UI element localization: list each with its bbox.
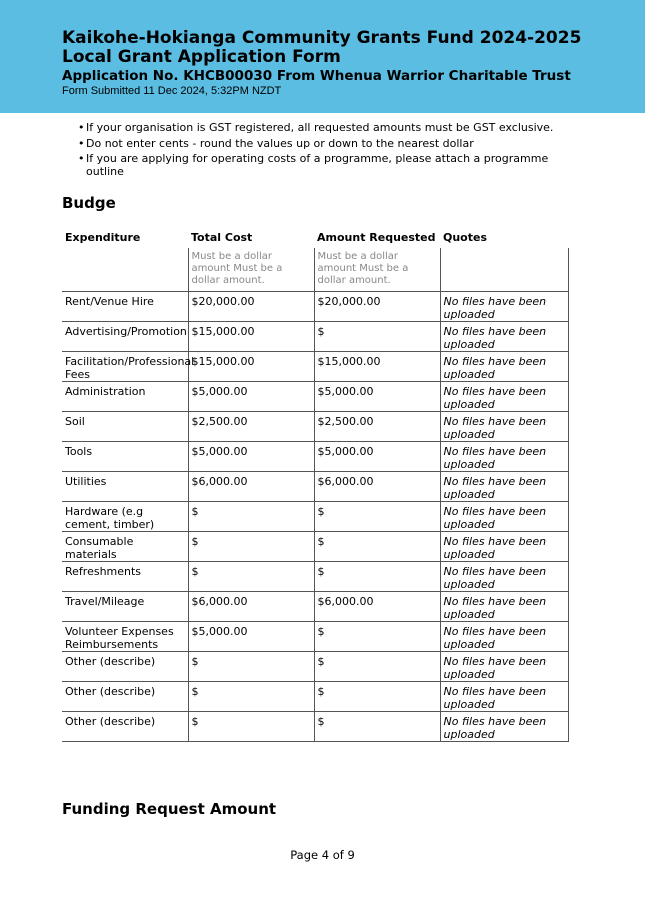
list-item: • If you are applying for operating costs of a programme, please attach a programme outline (78, 152, 549, 178)
table-row (62, 561, 568, 591)
amount-requested-cell: $ (314, 621, 440, 651)
amount-requested-cell: $ (314, 561, 440, 591)
quotes-cell: No files have been uploaded (440, 561, 568, 591)
column-header-expenditure: Expenditure (65, 231, 141, 244)
total-cost-cell: $5,000.00 (188, 381, 314, 411)
application-number: Application No. KHCB00030 From Whenua Warrior Charitable Trust (62, 68, 571, 84)
total-cost-hint: Must be a dollar amount Must be a dollar amount. (188, 248, 314, 291)
total-cost-cell: $5,000.00 (188, 441, 314, 471)
expenditure-cell: Volunteer Expenses Reimbursements (62, 621, 188, 651)
quotes-cell: No files have been uploaded (440, 681, 568, 711)
expenditure-cell: Administration (62, 381, 188, 411)
quotes-cell: No files have been uploaded (440, 381, 568, 411)
table-row (62, 441, 568, 471)
quotes-cell: No files have been uploaded (440, 591, 568, 621)
total-cost-cell: $ (188, 651, 314, 681)
expenditure-cell: Utilities (62, 471, 188, 501)
quotes-cell: No files have been uploaded (440, 531, 568, 561)
page-number: Page 4 of 9 (290, 848, 355, 862)
quotes-cell: No files have been uploaded (440, 651, 568, 681)
amount-requested-hint: Must be a dollar amount Must be a dollar amount. (314, 248, 440, 291)
amount-requested-cell: $6,000.00 (314, 591, 440, 621)
quotes-cell: No files have been uploaded (440, 711, 568, 741)
total-cost-cell: $ (188, 531, 314, 561)
total-cost-cell: $6,000.00 (188, 471, 314, 501)
expenditure-cell: Advertising/Promotion (62, 321, 188, 351)
total-cost-cell: $5,000.00 (188, 621, 314, 651)
total-cost-cell: $ (188, 561, 314, 591)
expenditure-cell: Rent/Venue Hire (62, 291, 188, 321)
submitted-date: Form Submitted 11 Dec 2024, 5:32PM NZDT (62, 85, 282, 97)
form-title: Local Grant Application Form (62, 47, 341, 67)
quotes-cell: No files have been uploaded (440, 411, 568, 441)
budget-table (62, 229, 569, 742)
fund-title: Kaikohe-Hokianga Community Grants Fund 2024-2025 (62, 28, 582, 48)
hint-row (62, 248, 568, 291)
amount-requested-cell: $5,000.00 (314, 441, 440, 471)
amount-requested-cell: $ (314, 711, 440, 741)
table-row (62, 501, 568, 531)
expenditure-cell: Consumable materials (62, 531, 188, 561)
total-cost-cell: $15,000.00 (188, 351, 314, 381)
table-row (62, 621, 568, 651)
amount-requested-cell: $20,000.00 (314, 291, 440, 321)
table-row (62, 381, 568, 411)
amount-requested-cell: $2,500.00 (314, 411, 440, 441)
total-cost-cell: $6,000.00 (188, 591, 314, 621)
table-row (62, 411, 568, 441)
quotes-cell: No files have been uploaded (440, 351, 568, 381)
list-item: • Do not enter cents - round the values up or down to the nearest dollar (78, 136, 474, 150)
expenditure-cell: Other (describe) (62, 681, 188, 711)
table-row (62, 681, 568, 711)
total-cost-cell: $ (188, 501, 314, 531)
amount-requested-cell: $5,000.00 (314, 381, 440, 411)
expenditure-cell: Tools (62, 441, 188, 471)
table-row (62, 351, 568, 381)
budget-section-title: Budge (62, 194, 116, 212)
expenditure-cell: Other (describe) (62, 651, 188, 681)
quotes-cell: No files have been uploaded (440, 441, 568, 471)
funding-section-title: Funding Request Amount (62, 800, 277, 818)
bullet-icon: • (78, 121, 85, 134)
table-row (62, 711, 568, 741)
table-row (62, 591, 568, 621)
table-row (62, 291, 568, 321)
bullet-icon: • (78, 136, 85, 150)
total-cost-cell: $2,500.00 (188, 411, 314, 441)
expenditure-cell: Travel/Mileage (62, 591, 188, 621)
amount-requested-cell: $ (314, 501, 440, 531)
amount-requested-cell: $ (314, 681, 440, 711)
expenditure-cell: Facilitation/Professional Fees (62, 351, 188, 381)
quotes-cell: No files have been uploaded (440, 501, 568, 531)
table-cell (62, 248, 188, 291)
amount-requested-cell: $15,000.00 (314, 351, 440, 381)
form-header (0, 0, 645, 113)
column-header-quotes: Quotes (443, 231, 488, 244)
instructions-list (78, 121, 578, 181)
total-cost-cell: $ (188, 711, 314, 741)
column-header-amount-requested: Amount Requested (317, 231, 436, 244)
column-header-total-cost: Total Cost (191, 231, 253, 244)
total-cost-cell: $15,000.00 (188, 321, 314, 351)
expenditure-cell: Other (describe) (62, 711, 188, 741)
quotes-cell: No files have been uploaded (440, 471, 568, 501)
expenditure-cell: Soil (62, 411, 188, 441)
amount-requested-cell: $ (314, 321, 440, 351)
table-row (62, 471, 568, 501)
expenditure-cell: Hardware (e.g cement, timber) (62, 501, 188, 531)
quotes-cell: No files have been uploaded (440, 321, 568, 351)
expenditure-cell: Refreshments (62, 561, 188, 591)
table-row (62, 531, 568, 561)
list-item: • If your organisation is GST registered, all requested amounts must be GST exclusive. (78, 121, 554, 134)
table-row (62, 651, 568, 681)
table-row (62, 321, 568, 351)
quotes-cell: No files have been uploaded (440, 621, 568, 651)
total-cost-cell: $20,000.00 (188, 291, 314, 321)
table-cell (440, 248, 568, 291)
quotes-cell: No files have been uploaded (440, 291, 568, 321)
amount-requested-cell: $6,000.00 (314, 471, 440, 501)
amount-requested-cell: $ (314, 531, 440, 561)
amount-requested-cell: $ (314, 651, 440, 681)
bullet-icon: • (78, 152, 85, 165)
total-cost-cell: $ (188, 681, 314, 711)
table-header-row (62, 229, 568, 248)
